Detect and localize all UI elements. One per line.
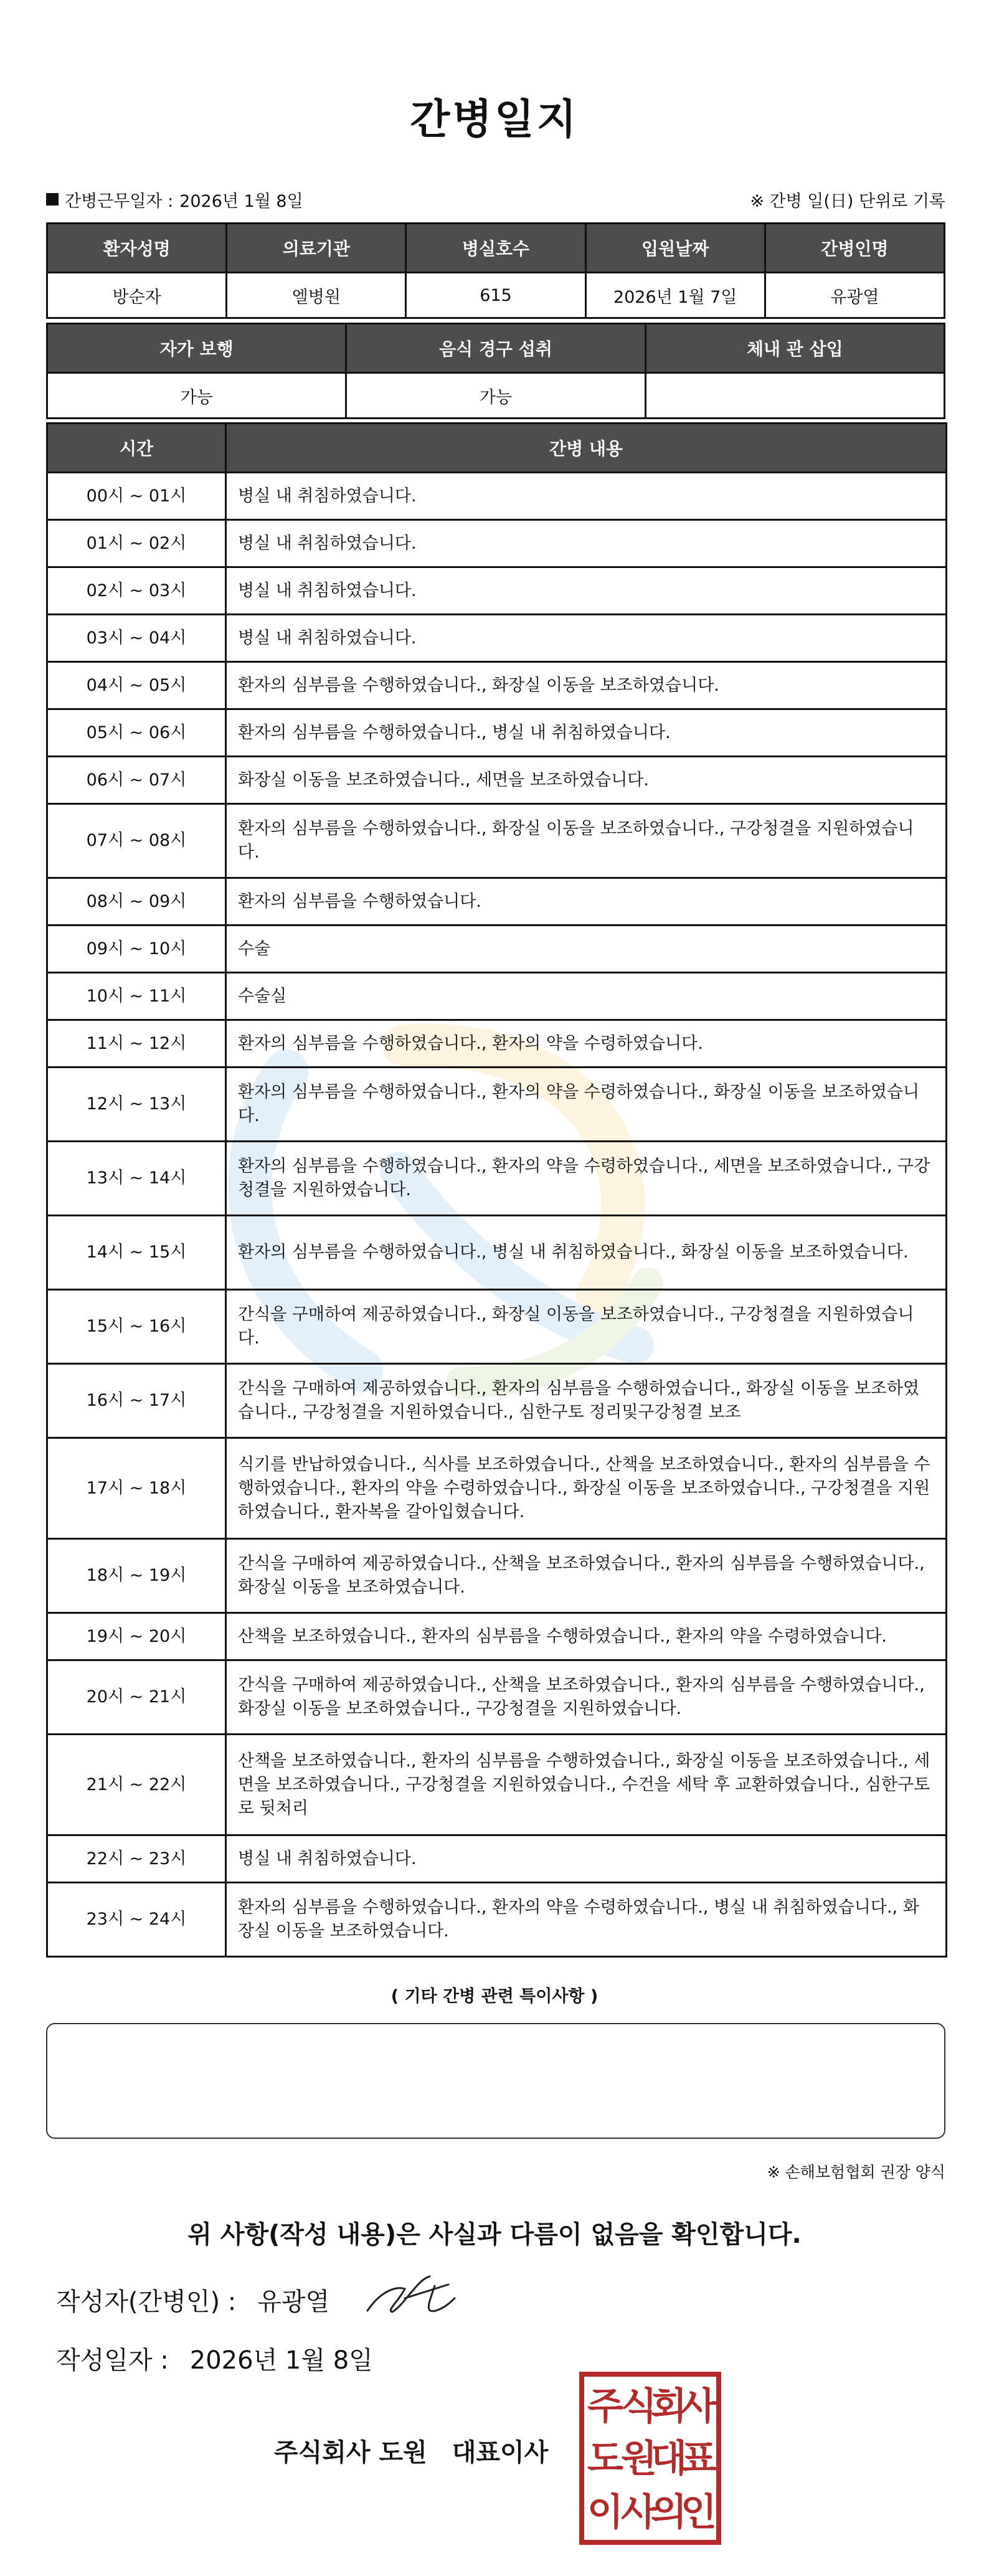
log-row — [47, 878, 947, 926]
company-line — [274, 2433, 548, 2468]
log-content: 환자의 심부름을 수행하였습니다., 환자의 약을 수령하였습니다. — [226, 1020, 947, 1068]
log-row — [47, 1883, 947, 1957]
log-content: 간식을 구매하여 제공하였습니다., 산책을 보조하였습니다., 환자의 심부름을 수행하였습니다., 화장실 이동을 보조하였습니다., 구강청결을 지원하였습니다. — [226, 1660, 947, 1735]
header-room-number: 병실호수 — [406, 224, 585, 273]
log-row — [47, 926, 947, 973]
tube-insertion-value — [645, 373, 944, 419]
log-content: 환자의 심부름을 수행하였습니다., 환자의 약을 수령하였습니다., 화장실 이동을 보조하였습니다. — [226, 1068, 947, 1142]
log-time: 09시 ~ 10시 — [47, 926, 226, 973]
log-row — [47, 615, 947, 662]
log-time: 15시 ~ 16시 — [47, 1290, 226, 1364]
log-time: 02시 ~ 03시 — [47, 567, 226, 615]
header-patient-name: 환자성명 — [47, 224, 227, 273]
log-time: 18시 ~ 19시 — [47, 1539, 226, 1613]
log-content: 병실 내 취침하였습니다. — [226, 473, 947, 520]
work-date — [46, 187, 303, 212]
log-time: 03시 ~ 04시 — [47, 615, 226, 662]
log-row — [47, 804, 947, 878]
svg-text:주: 주 — [587, 2385, 623, 2428]
log-row — [47, 1735, 947, 1835]
unit-note: ※ 간병 일(日) 단위로 기록 — [750, 191, 945, 211]
log-row — [47, 520, 947, 567]
log-content: 환자의 심부름을 수행하였습니다. — [226, 878, 947, 926]
log-time: 05시 ~ 06시 — [47, 709, 226, 757]
log-row — [47, 1216, 947, 1290]
log-content: 환자의 심부름을 수행하였습니다., 병실 내 취침하였습니다., 화장실 이동을 보조하였습니다. — [226, 1216, 947, 1290]
log-content: 간식을 구매하여 제공하였습니다., 화장실 이동을 보조하였습니다., 구강청결을 지원하였습니다. — [226, 1290, 947, 1364]
document-title: 간병일지 — [410, 95, 579, 143]
written-date-label: 작성일자 : — [56, 2346, 169, 2375]
log-content: 환자의 심부름을 수행하였습니다., 환자의 약을 수령하였습니다., 세면을 보조하였습니다., 구강청결을 지원하였습니다. — [226, 1142, 947, 1216]
log-time: 06시 ~ 07시 — [47, 757, 226, 804]
log-row — [47, 973, 947, 1020]
log-header-row — [47, 424, 947, 473]
log-content: 산책을 보조하였습니다., 환자의 심부름을 수행하였습니다., 환자의 약을 수령하였습니다. — [226, 1613, 947, 1660]
meta-row — [46, 187, 945, 212]
header-hospital: 의료기관 — [227, 224, 406, 273]
log-row — [47, 1020, 947, 1068]
log-time: 07시 ~ 08시 — [47, 804, 226, 878]
signature — [361, 2267, 461, 2323]
log-row — [47, 662, 947, 709]
written-date-value: 2026년 1월 8일 — [189, 2346, 373, 2375]
notes-box — [46, 2023, 945, 2139]
svg-text:이: 이 — [587, 2491, 623, 2534]
confirm-statement: 위 사항(작성 내용)은 사실과 다름이 없음을 확인합니다. — [187, 2220, 802, 2249]
svg-text:사: 사 — [621, 2491, 657, 2534]
room-number: 615 — [406, 273, 585, 318]
log-time: 11시 ~ 12시 — [47, 1020, 226, 1068]
patient-info-table — [46, 222, 945, 319]
log-row — [47, 757, 947, 804]
svg-text:인: 인 — [681, 2491, 717, 2534]
header-care-content: 간병 내용 — [226, 424, 947, 473]
svg-text:표: 표 — [681, 2437, 717, 2481]
svg-text:사: 사 — [681, 2385, 717, 2428]
log-time: 04시 ~ 05시 — [47, 662, 226, 709]
log-content: 환자의 심부름을 수행하였습니다., 병실 내 취침하였습니다. — [226, 709, 947, 757]
work-date-value: 2026년 1월 8일 — [179, 191, 303, 211]
svg-text:도: 도 — [587, 2437, 623, 2481]
header-caregiver-name: 간병인명 — [765, 224, 944, 273]
header-oral-intake: 음식 경구 섭취 — [346, 324, 645, 373]
log-time: 22시 ~ 23시 — [47, 1835, 226, 1883]
svg-text:식: 식 — [621, 2385, 657, 2428]
oral-intake-value: 가능 — [346, 373, 645, 419]
status-value-row — [47, 373, 945, 419]
written-date-line — [56, 2341, 373, 2376]
log-row — [47, 567, 947, 615]
header-admission-date: 입원날짜 — [585, 224, 765, 273]
log-time: 12시 ~ 13시 — [47, 1068, 226, 1142]
log-content: 환자의 심부름을 수행하였습니다., 화장실 이동을 보조하였습니다. — [226, 662, 947, 709]
company-seal — [578, 2370, 722, 2546]
log-time: 17시 ~ 18시 — [47, 1438, 226, 1539]
log-row — [47, 1539, 947, 1613]
log-time: 13시 ~ 14시 — [47, 1142, 226, 1216]
log-content: 수술 — [226, 926, 947, 973]
writer-label: 작성자(간병인) : — [56, 2288, 237, 2316]
admission-date: 2026년 1월 7일 — [585, 273, 765, 318]
log-row — [47, 1438, 947, 1539]
hospital: 엘병원 — [227, 273, 406, 318]
log-time: 01시 ~ 02시 — [47, 520, 226, 567]
log-content: 병실 내 취침하였습니다. — [226, 1835, 947, 1883]
log-content: 환자의 심부름을 수행하였습니다., 환자의 약을 수령하였습니다., 병실 내 취침하였습니다., 화장실 이동을 보조하였습니다. — [226, 1883, 947, 1957]
log-row — [47, 1142, 947, 1216]
log-content: 환자의 심부름을 수행하였습니다., 화장실 이동을 보조하였습니다., 구강청결을 지원하였습니다. — [226, 804, 947, 878]
patient-status-table — [46, 323, 945, 419]
svg-text:회: 회 — [651, 2385, 687, 2428]
care-log-table — [46, 422, 947, 1958]
writer-line — [56, 2282, 329, 2318]
header-tube-insertion: 체내 관 삽입 — [645, 324, 944, 373]
log-content: 식기를 반납하였습니다., 식사를 보조하였습니다., 산책을 보조하였습니다., 환자의 심부름을 수행하였습니다., 환자의 약을 수령하였습니다., 화장실 이동을 보조하였습니다., 구강청결을 지원하였습니다., 환자복을 갈아입혔습니다. — [226, 1438, 947, 1539]
log-time: 23시 ~ 24시 — [47, 1883, 226, 1957]
svg-text:대: 대 — [651, 2437, 687, 2481]
header-time: 시간 — [47, 424, 226, 473]
square-bullet-icon — [46, 193, 59, 206]
log-content: 간식을 구매하여 제공하였습니다., 산책을 보조하였습니다., 환자의 심부름을 수행하였습니다., 화장실 이동을 보조하였습니다. — [226, 1539, 947, 1613]
notes-title: ( 기타 간병 관련 특이사항 ) — [390, 1987, 599, 2006]
svg-text:의: 의 — [651, 2491, 687, 2534]
log-content: 병실 내 취침하였습니다. — [226, 520, 947, 567]
log-time: 21시 ~ 22시 — [47, 1735, 226, 1835]
log-row — [47, 1660, 947, 1735]
company-title: 대표이사 — [452, 2438, 549, 2467]
log-content: 병실 내 취침하였습니다. — [226, 567, 947, 615]
patient-name: 방순자 — [47, 273, 227, 318]
svg-text:원: 원 — [621, 2437, 657, 2481]
writer-name: 유광열 — [257, 2288, 330, 2316]
status-header-row — [47, 324, 945, 373]
log-content: 화장실 이동을 보조하였습니다., 세면을 보조하였습니다. — [226, 757, 947, 804]
log-row — [47, 1613, 947, 1660]
caregiver-name: 유광열 — [765, 273, 944, 318]
log-time: 00시 ~ 01시 — [47, 473, 226, 520]
self-walking-value: 가능 — [47, 373, 346, 419]
log-row — [47, 1364, 947, 1438]
patient-info-header-row — [47, 224, 945, 273]
log-time: 10시 ~ 11시 — [47, 973, 226, 1020]
log-time: 08시 ~ 09시 — [47, 878, 226, 926]
log-content: 병실 내 취침하였습니다. — [226, 615, 947, 662]
work-date-label: 간병근무일자 : — [65, 191, 174, 211]
patient-info-value-row — [47, 273, 945, 318]
log-time: 14시 ~ 15시 — [47, 1216, 226, 1290]
company-name: 주식회사 도원 — [274, 2438, 427, 2467]
log-time: 19시 ~ 20시 — [47, 1613, 226, 1660]
log-row — [47, 709, 947, 757]
log-content: 간식을 구매하여 제공하였습니다., 환자의 심부름을 수행하였습니다., 화장실 이동을 보조하였습니다., 구강청결을 지원하였습니다., 심한구토 정리및구강청결 보조 — [226, 1364, 947, 1438]
recommend-note: ※ 손해보험협회 권장 양식 — [767, 2163, 945, 2181]
header-self-walking: 자가 보행 — [47, 324, 346, 373]
log-row — [47, 1068, 947, 1142]
log-time: 20시 ~ 21시 — [47, 1660, 226, 1735]
log-row — [47, 1290, 947, 1364]
log-row — [47, 473, 947, 520]
log-time: 16시 ~ 17시 — [47, 1364, 226, 1438]
log-content: 수술실 — [226, 973, 947, 1020]
log-row — [47, 1835, 947, 1883]
log-content: 산책을 보조하였습니다., 환자의 심부름을 수행하였습니다., 화장실 이동을 보조하였습니다., 세면을 보조하였습니다., 구강청결을 지원하였습니다., 수건을 세탁 후 교환하였습니다., 심한구토로 뒷처리 — [226, 1735, 947, 1835]
